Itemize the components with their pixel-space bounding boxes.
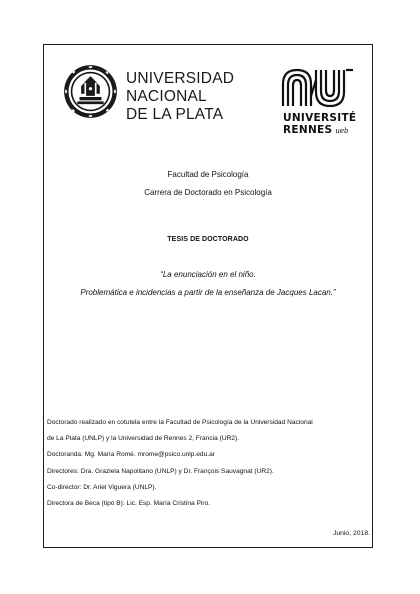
unlp-name-line: DE LA PLATA [126,106,224,123]
detail-line: Co-director: Dr. Ariel Viguera (UNLP). [47,483,157,491]
thesis-title-line: “La enunciación en el niño. [160,270,256,279]
thesis-title [43,266,373,302]
detail-line: de La Plata (UNLP) y la Universidad de Rennes 2, Francia (UR2). [47,435,240,443]
rennes-name-line: UNIVERSITÉ [283,112,357,124]
unlp-name-line: UNIVERSIDAD [126,70,235,87]
thesis-details [47,415,369,512]
unlp-name [126,70,234,124]
date: Junio, 2018. [332,530,370,537]
faculty-name: Facultad de Psicología [167,170,249,179]
thesis-title-line: Problemática e incidencias a partir de la enseñanza de Jacques Lacan.” [80,288,336,297]
program-name: Carrera de Doctorado en Psicología [144,188,272,197]
thesis-label: TESIS DE DOCTORADO [167,236,249,243]
detail-line: Doctorado realizado en cotutela entre la Facultad de Psicología de la Universidad Nacional [47,419,313,426]
faculty-block [43,166,373,202]
detail-line: Directora de Beca (tipo B): Lic. Esp. María Cristina Piro. [47,500,211,508]
detail-line: Directores: Dra. Graziela Napolitano (UNLP) y Dr. François Sauvagnat (UR2). [47,467,274,475]
unlp-name-line: NACIONAL [126,88,207,105]
ueb-mark: ueb [335,127,349,135]
rennes-name-line: RENNES [283,124,333,136]
unlp-seal-icon [63,64,118,119]
detail-line: Doctoranda: Mg. María Romé. mrome@psico.unlp.edu.ar [47,451,215,459]
rennes-name [283,112,373,137]
rennes-logo-icon [280,66,356,110]
